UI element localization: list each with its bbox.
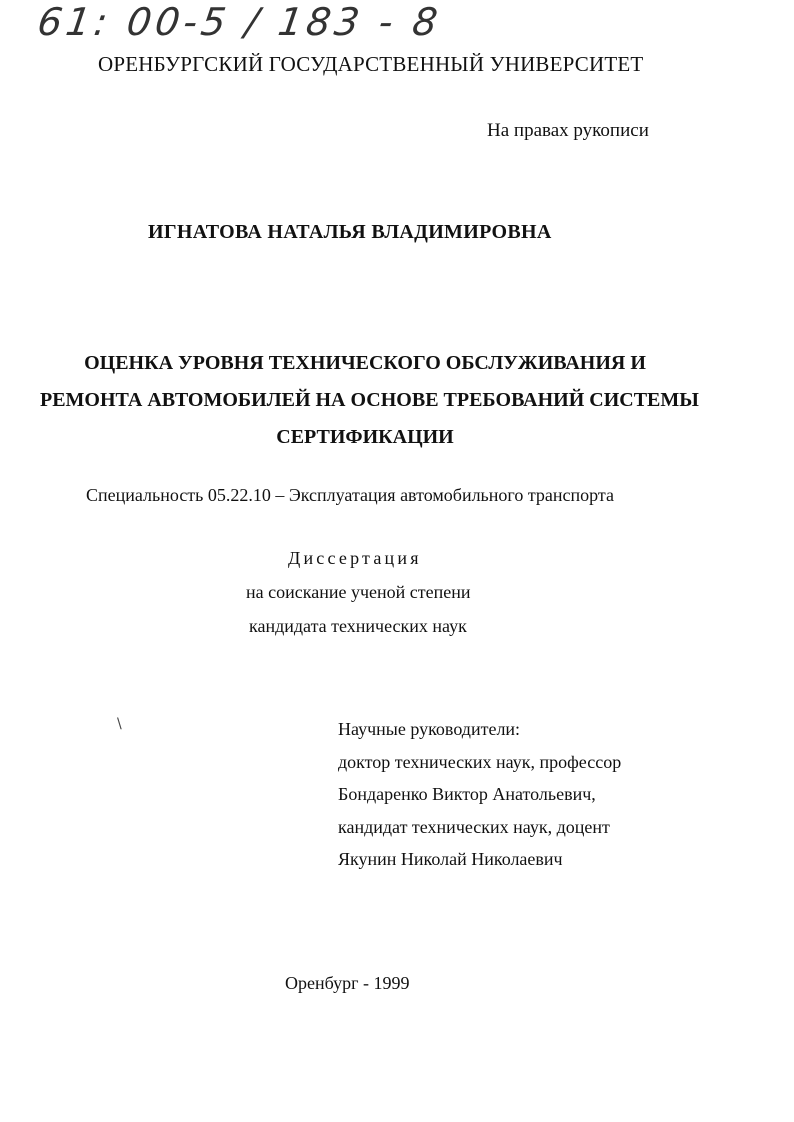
supervisors-heading: Научные руководители: (338, 719, 521, 739)
supervisors-block (338, 713, 621, 876)
title-line: ОЦЕНКА УРОВНЯ ТЕХНИЧЕСКОГО ОБСЛУЖИВАНИЯ И (84, 352, 646, 374)
specialty-line: Специальность 05.22.10 – Эксплуатация автомобильного транспорта (86, 485, 615, 505)
title-line: РЕМОНТА АВТОМОБИЛЕЙ НА ОСНОВЕ ТРЕБОВАНИЙ СИСТЕМЫ (40, 389, 699, 411)
supervisor-line: кандидат технических наук, доцент (338, 816, 610, 837)
supervisor-line: доктор технических наук, профессор (338, 751, 622, 772)
dissertation-title (40, 345, 699, 456)
rights-note: На правах рукописи (487, 120, 649, 141)
title-line: СЕРТИФИКАЦИИ (276, 426, 454, 448)
archive-code-handwritten: 61: 00-5 / 183 - 8 (34, 0, 445, 44)
supervisor-line: Якунин Николай Николаевич (338, 849, 563, 869)
city-year: Оренбург - 1999 (285, 973, 410, 993)
document-type: Диссертация (288, 548, 422, 568)
university-name: ОРЕНБУРГСКИЙ ГОСУДАРСТВЕННЫЙ УНИВЕРСИТЕТ (98, 52, 644, 76)
stray-mark: \ (117, 716, 122, 732)
degree-line-1: на соискание ученой степени (246, 582, 471, 602)
author-name: ИГНАТОВА НАТАЛЬЯ ВЛАДИМИРОВНА (148, 221, 552, 243)
supervisor-line: Бондаренко Виктор Анатольевич, (338, 784, 596, 804)
degree-line-2: кандидата технических наук (249, 616, 467, 636)
